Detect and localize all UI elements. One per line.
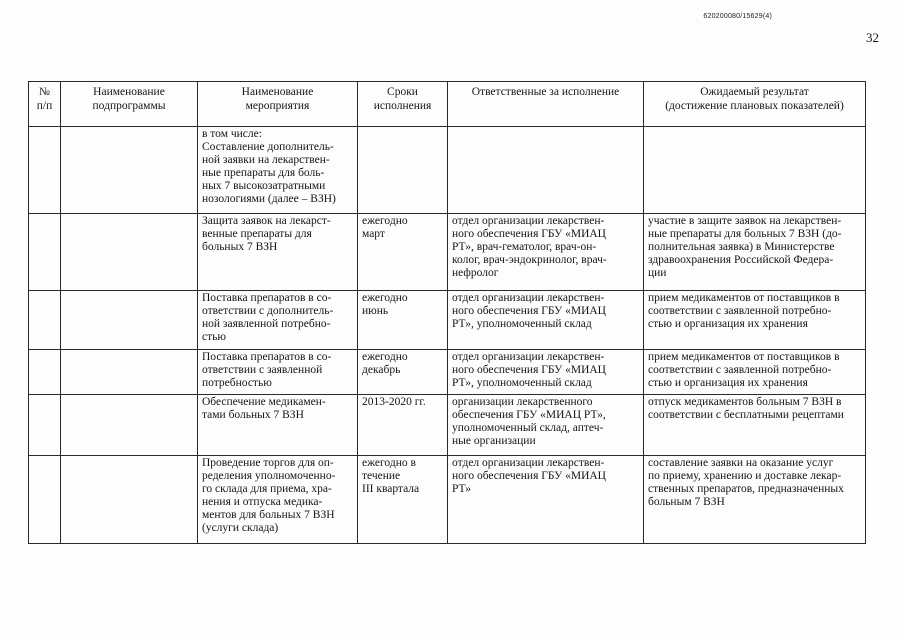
cell-subprogram [61, 291, 198, 350]
cell-result: участие в защите заявок на лекарствен- ные препараты для больных 7 ВЗН (до- полнительная заявка) в Министерстве здравоохранения Российской Федера- ции [644, 214, 866, 291]
cell-activity: Поставка препаратов в со- ответствии с дополнитель- ной заявленной потребно- стью [198, 291, 358, 350]
table-row [29, 456, 866, 544]
table-row [29, 127, 866, 214]
table-row [29, 395, 866, 456]
cell-result: прием медикаментов от поставщиков в соответствии с заявленной потребно- стью и организация их хранения [644, 350, 866, 395]
cell-subprogram [61, 350, 198, 395]
cell-result [644, 127, 866, 214]
document-code: 620200080/15629(4) [703, 13, 772, 20]
cell-subprogram [61, 214, 198, 291]
cell-responsible: отдел организации лекарствен- ного обеспечения ГБУ «МИАЦ РТ», врач-гематолог, врач-он- колог, врач-эндокринолог, врач- нефролог [448, 214, 644, 291]
cell-number [29, 291, 61, 350]
cell-activity: Проведение торгов для оп- ределения уполномоченно- го склада для приема, хра- нения и отпуска медика- ментов для больных 7 ВЗН (услуги склада) [198, 456, 358, 544]
cell-terms: ежегодно декабрь [358, 350, 448, 395]
cell-number [29, 456, 61, 544]
table-header-row [29, 82, 866, 127]
cell-activity: Обеспечение медикамен- тами больных 7 ВЗН [198, 395, 358, 456]
cell-activity: Защита заявок на лекарст- венные препараты для больных 7 ВЗН [198, 214, 358, 291]
cell-subprogram [61, 395, 198, 456]
cell-terms: ежегодно в течение III квартала [358, 456, 448, 544]
activity-plan-table [28, 81, 866, 544]
cell-result: составление заявки на оказание услуг по приему, хранению и доставке лекар- ственных препаратов, предназначенных больным 7 ВЗН [644, 456, 866, 544]
table-row [29, 350, 866, 395]
cell-number [29, 395, 61, 456]
cell-subprogram [61, 127, 198, 214]
cell-number [29, 350, 61, 395]
cell-responsible: отдел организации лекарствен- ного обеспечения ГБУ «МИАЦ РТ», уполномоченный склад [448, 350, 644, 395]
table-row [29, 214, 866, 291]
cell-responsible: отдел организации лекарствен- ного обеспечения ГБУ «МИАЦ РТ», уполномоченный склад [448, 291, 644, 350]
cell-number [29, 214, 61, 291]
cell-subprogram [61, 456, 198, 544]
page-number: 32 [866, 30, 879, 45]
column-header-result: Ожидаемый результат (достижение плановых показателей) [644, 82, 866, 127]
cell-result: прием медикаментов от поставщиков в соответствии с заявленной потребно- стью и организация их хранения [644, 291, 866, 350]
cell-activity: в том числе: Составление дополнитель- ной заявки на лекарствен- ные препараты для боль- ных 7 высокозатратными нозологиями (далее – ВЗН) [198, 127, 358, 214]
cell-terms: ежегодно март [358, 214, 448, 291]
cell-terms [358, 127, 448, 214]
cell-terms: 2013-2020 гг. [358, 395, 448, 456]
table-row [29, 291, 866, 350]
cell-result: отпуск медикаментов больным 7 ВЗН в соответствии с бесплатными рецептами [644, 395, 866, 456]
cell-responsible [448, 127, 644, 214]
column-header-activity: Наименование мероприятия [198, 82, 358, 127]
column-header-subprogram: Наименование подпрограммы [61, 82, 198, 127]
column-header-terms: Сроки исполнения [358, 82, 448, 127]
cell-responsible: отдел организации лекарствен- ного обеспечения ГБУ «МИАЦ РТ» [448, 456, 644, 544]
column-header-responsible: Ответственные за исполнение [448, 82, 644, 127]
cell-activity: Поставка препаратов в со- ответствии с заявленной потребностью [198, 350, 358, 395]
cell-terms: ежегодно июнь [358, 291, 448, 350]
cell-number [29, 127, 61, 214]
column-header-number: № п/п [29, 82, 61, 127]
cell-responsible: организации лекарственного обеспечения ГБУ «МИАЦ РТ», уполномоченный склад, аптеч- ные организации [448, 395, 644, 456]
